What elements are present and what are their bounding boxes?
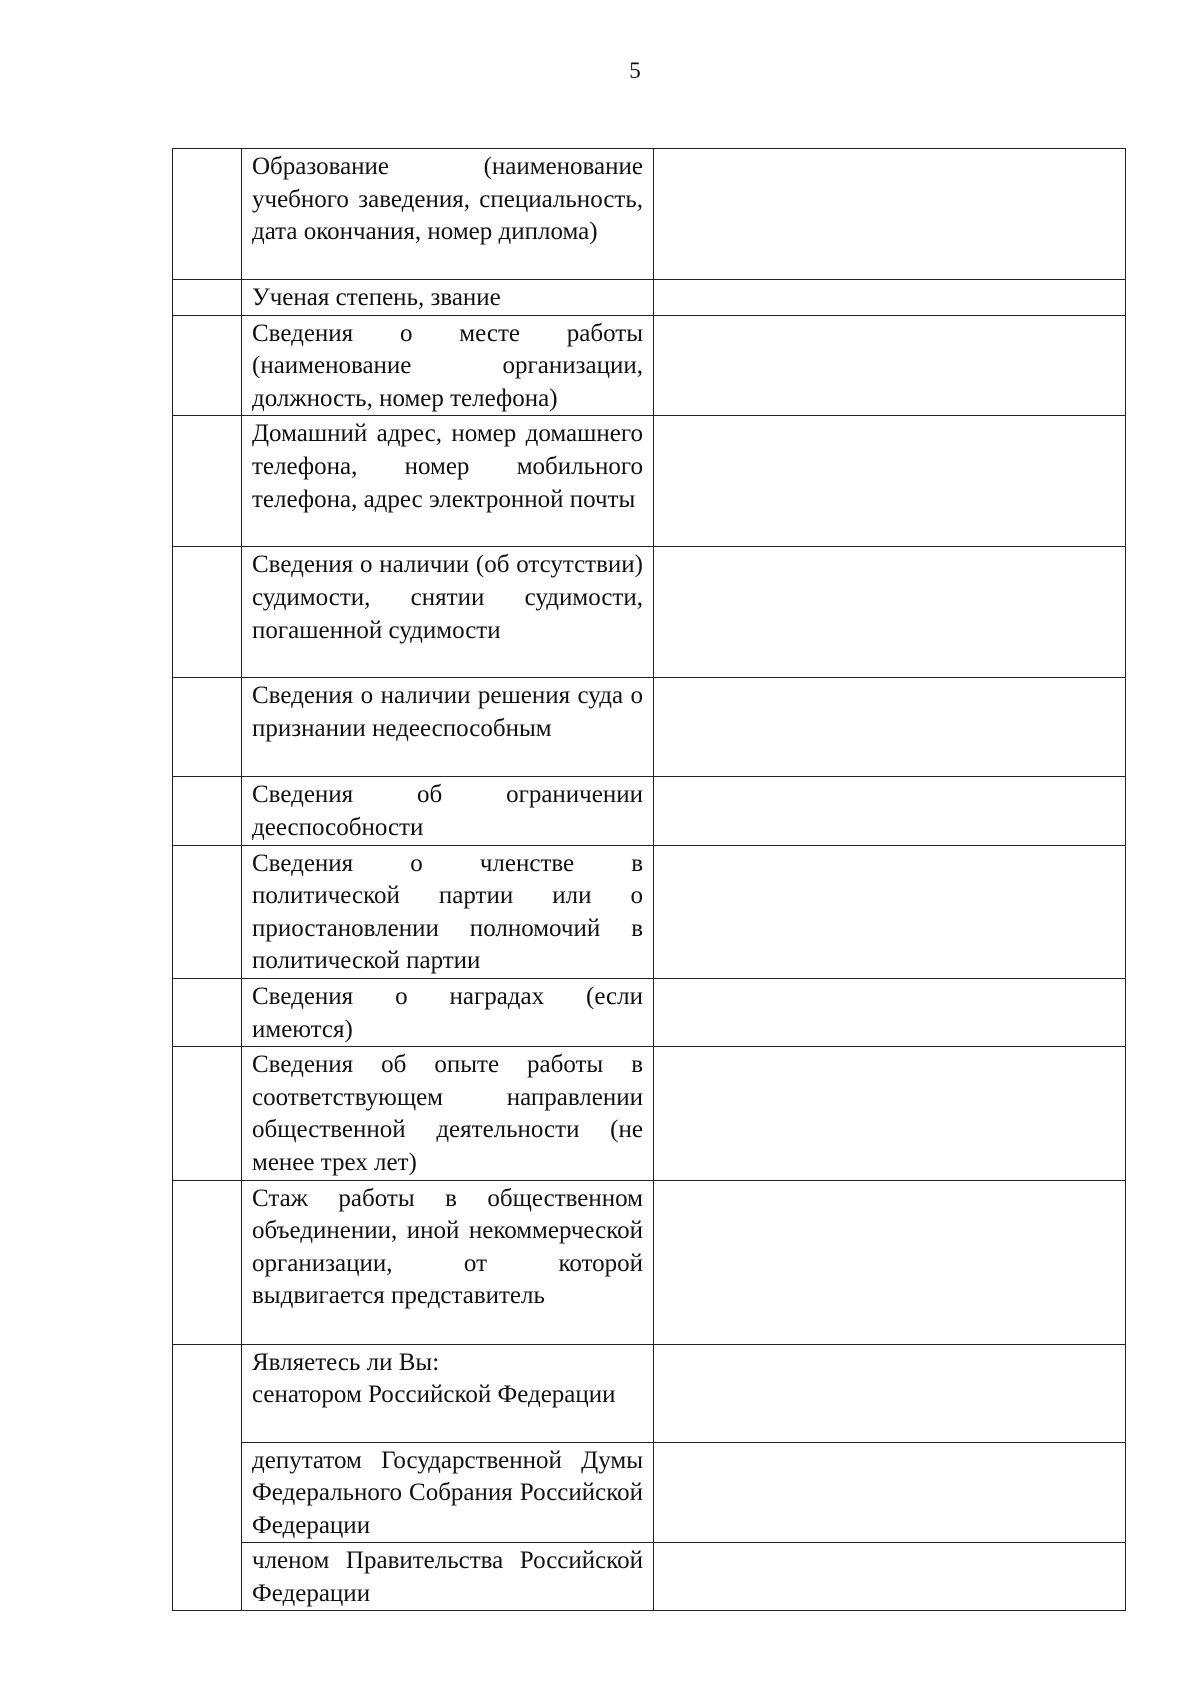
row-label-cell — [242, 149, 654, 280]
row-label-government-member: членом Правительства Российской Федерации — [252, 1547, 643, 1607]
row-value-cell[interactable] — [654, 1442, 1126, 1543]
table-row — [173, 416, 1126, 547]
row-value-cell[interactable] — [654, 777, 1126, 845]
row-label-cell — [242, 777, 654, 845]
row-label-cell — [242, 547, 654, 678]
row-label-incapacity: Сведения о наличии решения суда о признании недееспособным — [252, 682, 643, 742]
row-label-cell — [242, 416, 654, 547]
row-value-cell[interactable] — [654, 1047, 1126, 1180]
row-number-cell — [173, 978, 242, 1046]
row-value-cell[interactable] — [654, 678, 1126, 777]
row-number-cell — [173, 1180, 242, 1344]
row-label-cell — [242, 1543, 654, 1611]
table-row — [173, 1180, 1126, 1344]
row-value-cell[interactable] — [654, 280, 1126, 316]
table-row — [173, 149, 1126, 280]
row-label-senator: Являетесь ли Вы: сенатором Российской Федерации — [252, 1348, 616, 1409]
row-label-party-membership: Сведения о членстве в политической партии или о приостановлении полномочий в политической партии — [252, 849, 643, 975]
row-value-cell[interactable] — [654, 1344, 1126, 1442]
table-row — [173, 1047, 1126, 1180]
row-label-education: Образование (наименование учебного заведения, специальность, дата окончания, номер диплома) — [252, 153, 643, 246]
row-number-cell — [173, 1047, 242, 1180]
table-row — [173, 845, 1126, 978]
row-number-cell — [173, 845, 242, 978]
row-value-cell[interactable] — [654, 547, 1126, 678]
table-row — [173, 1442, 1126, 1543]
row-number-cell — [173, 280, 242, 316]
row-label-workplace: Сведения о месте работы (наименование организации, должность, номер телефона) — [252, 319, 643, 412]
row-label-cell — [242, 1344, 654, 1442]
row-number-cell — [173, 777, 242, 845]
table-row — [173, 315, 1126, 416]
row-label-duma-deputy: депутатом Государственной Думы Федерального Собрания Российской Федерации — [252, 1446, 643, 1539]
page-number: 5 — [629, 58, 641, 83]
row-number-cell — [173, 1344, 242, 1611]
row-label-awards: Сведения о наградах (если имеются) — [252, 982, 643, 1043]
row-label-cell — [242, 678, 654, 777]
row-value-cell[interactable] — [654, 845, 1126, 978]
table-row — [173, 1543, 1126, 1611]
row-value-cell[interactable] — [654, 416, 1126, 547]
row-label-limited-capacity: Сведения об ограничении дееспособности — [252, 781, 643, 841]
row-label-degree: Ученая степень, звание — [252, 284, 501, 311]
row-number-cell — [173, 678, 242, 777]
row-label-cell — [242, 845, 654, 978]
row-number-cell — [173, 149, 242, 280]
row-label-home-address: Домашний адрес, номер домашнего телефона, номер мобильного телефона, адрес электронной почты — [252, 420, 643, 513]
row-value-cell[interactable] — [654, 1180, 1126, 1344]
table-row — [173, 978, 1126, 1046]
row-label-cell — [242, 1442, 654, 1543]
row-label-public-org-tenure: Стаж работы в общественном объединении, иной некоммерческой организации, от которой выдвигается представитель — [252, 1184, 643, 1310]
table-row — [173, 280, 1126, 316]
row-value-cell[interactable] — [654, 1543, 1126, 1611]
row-label-cell — [242, 1047, 654, 1180]
table-row — [173, 777, 1126, 845]
row-number-cell — [173, 547, 242, 678]
row-label-cell — [242, 280, 654, 316]
row-label-work-experience: Сведения об опыте работы в соответствующем направлении общественной деятельности (не менее трех лет) — [252, 1051, 643, 1176]
table-row — [173, 678, 1126, 777]
row-label-cell — [242, 1180, 654, 1344]
row-value-cell[interactable] — [654, 315, 1126, 416]
row-number-cell — [173, 315, 242, 416]
row-label-cell — [242, 978, 654, 1046]
row-label-criminal-record: Сведения о наличии (об отсутствии) судимости, снятии судимости, погашенной судимости — [252, 551, 643, 644]
table-row — [173, 1344, 1126, 1442]
row-number-cell — [173, 416, 242, 547]
row-value-cell[interactable] — [654, 978, 1126, 1046]
table-row — [173, 547, 1126, 678]
row-value-cell[interactable] — [654, 149, 1126, 280]
row-label-cell — [242, 315, 654, 416]
questionnaire-table — [172, 148, 1126, 1611]
